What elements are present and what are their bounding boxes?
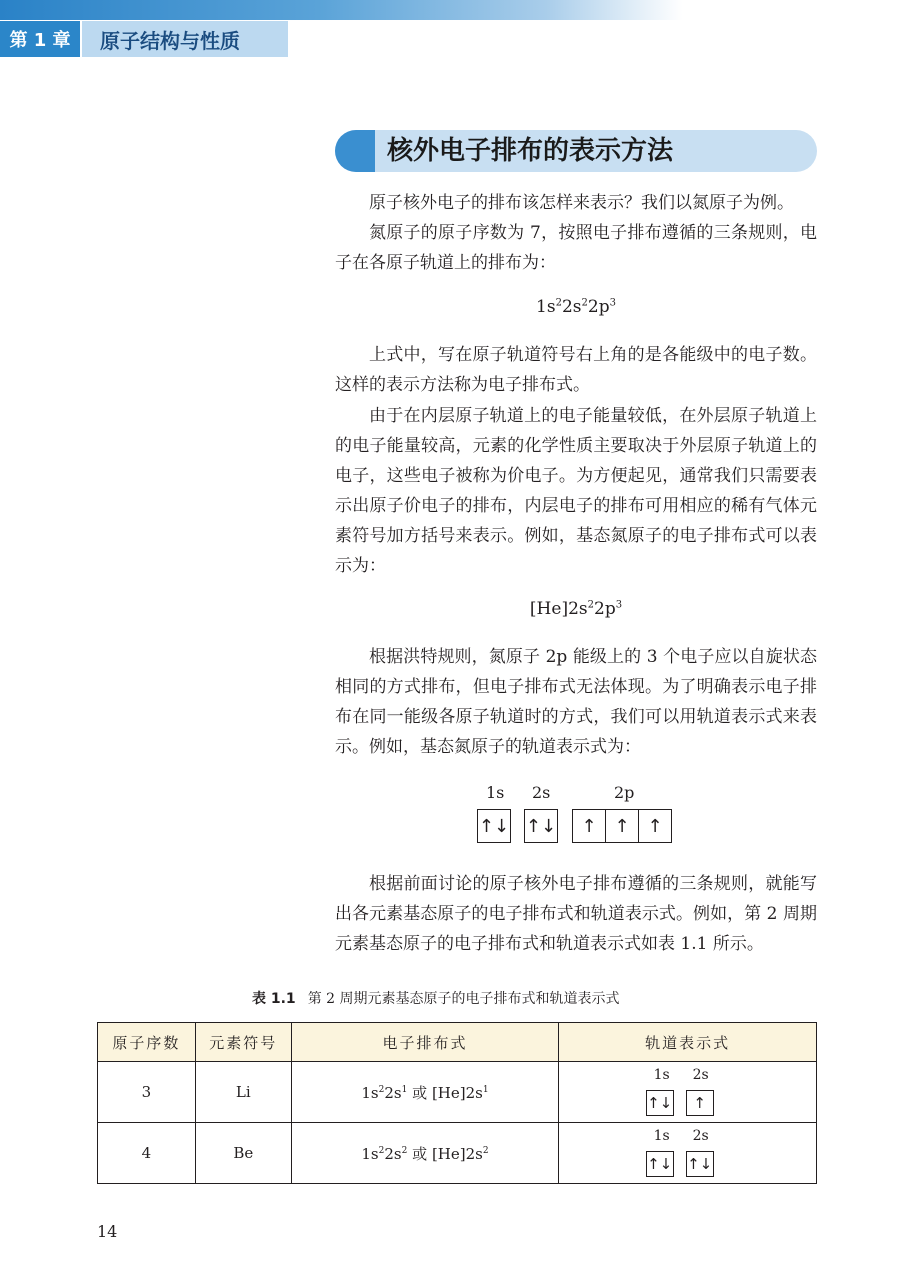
header-atomic-number: 原子序数	[98, 1023, 196, 1062]
section-title-bar	[335, 130, 817, 172]
formula-valence-config: $[He]2s^22p^3$	[529, 599, 623, 619]
mini-orbital-diagram	[646, 1067, 730, 1117]
mini-orbital-box: ↑↓	[646, 1090, 674, 1116]
orbital-box-2s: ↑↓	[524, 809, 558, 843]
mini-orbital-box: ↑	[686, 1090, 714, 1116]
paragraph-4: 由于在内层原子轨道上的电子能量较低，在外层原子轨道上的电子能量较高，元素的化学性质主要取决于外层原子轨道上的电子，这些电子被称为价电子。为方便起见，通常我们只需要表示出原子价电子的排布，内层电子的排布可用相应的稀有气体元素符号加方括号来表示。例如，基态氮原子的电子排布式可以表示为：	[335, 406, 817, 576]
paragraph-2: 氮原子的原子序数为 7，按照电子排布遵循的三条规则，电子在各原子轨道上的排布为：	[335, 223, 817, 273]
cell-electron-config: $1s^22s^2$ 或 $[He]2s^2$	[291, 1123, 559, 1184]
header-element-symbol: 元素符号	[195, 1023, 291, 1062]
orbital-box-1s: ↑↓	[477, 809, 511, 843]
table-caption-text: 第 2 周期元素基态原子的电子排布式和轨道表示式	[307, 991, 620, 1007]
table-row	[98, 1062, 817, 1123]
cell-atomic-number: 4	[98, 1123, 196, 1184]
mini-orbital-label: 2s	[692, 1128, 709, 1144]
orbital-label-2p: 2p	[614, 783, 635, 802]
orbital-label-1s: 1s	[486, 783, 505, 802]
mini-orbital-label: 1s	[653, 1067, 670, 1083]
cell-element-symbol: Li	[195, 1062, 291, 1123]
chapter-title: 原子结构与性质	[82, 21, 288, 57]
cell-orbital-diagram	[559, 1062, 817, 1123]
header-electron-config: 电子排布式	[291, 1023, 559, 1062]
orbital-box-2p-1: ↑	[572, 809, 606, 843]
paragraph-6: 根据前面讨论的原子核外电子排布遵循的三条规则，就能写出各元素基态原子的电子排布式和轨道表示式。例如，第 2 周期元素基态原子的电子排布式和轨道表示式如表 1.1 所示。	[335, 874, 817, 954]
table-caption-number: 表 1.1	[252, 991, 296, 1007]
header-orbital-diagram: 轨道表示式	[559, 1023, 817, 1062]
mini-orbital-box: ↑↓	[646, 1151, 674, 1177]
table-caption	[252, 988, 620, 1008]
section-title: 核外电子排布的表示方法	[387, 136, 674, 166]
orbital-diagram-nitrogen	[477, 783, 687, 845]
paragraph-1: 原子核外电子的排布该怎样来表示？我们以氮原子为例。	[369, 193, 794, 213]
cell-atomic-number: 3	[98, 1062, 196, 1123]
mini-orbital-label: 2s	[692, 1067, 709, 1083]
paragraph-3: 上式中，写在原子轨道符号右上角的是各能级中的电子数。这样的表示方法称为电子排布式。	[335, 345, 817, 395]
electron-config-table	[97, 1022, 817, 1184]
orbital-label-2s: 2s	[532, 783, 551, 802]
table-row	[98, 1123, 817, 1184]
mini-orbital-diagram	[646, 1128, 730, 1178]
mini-orbital-label: 1s	[653, 1128, 670, 1144]
cell-element-symbol: Be	[195, 1123, 291, 1184]
cell-orbital-diagram	[559, 1123, 817, 1184]
orbital-box-2p-3: ↑	[638, 809, 672, 843]
page-number: 14	[97, 1222, 118, 1241]
section-title-marker	[335, 130, 375, 172]
cell-electron-config: $1s^22s^1$ 或 $[He]2s^1$	[291, 1062, 559, 1123]
formula-electron-config: $1s^22s^22p^3$	[536, 297, 616, 317]
header-color-band	[0, 0, 910, 20]
paragraph-5: 根据洪特规则，氮原子 2p 能级上的 3 个电子应以自旋状态相同的方式排布，但电子排布式无法体现。为了明确表示电子排布在同一能级各原子轨道时的方式，我们可以用轨道表示式来表示。例如，基态氮原子的轨道表示式为：	[335, 647, 817, 757]
table-header-row	[98, 1023, 817, 1062]
chapter-tag: 第 1 章	[0, 21, 80, 57]
orbital-box-2p-2: ↑	[605, 809, 639, 843]
mini-orbital-box: ↑↓	[686, 1151, 714, 1177]
